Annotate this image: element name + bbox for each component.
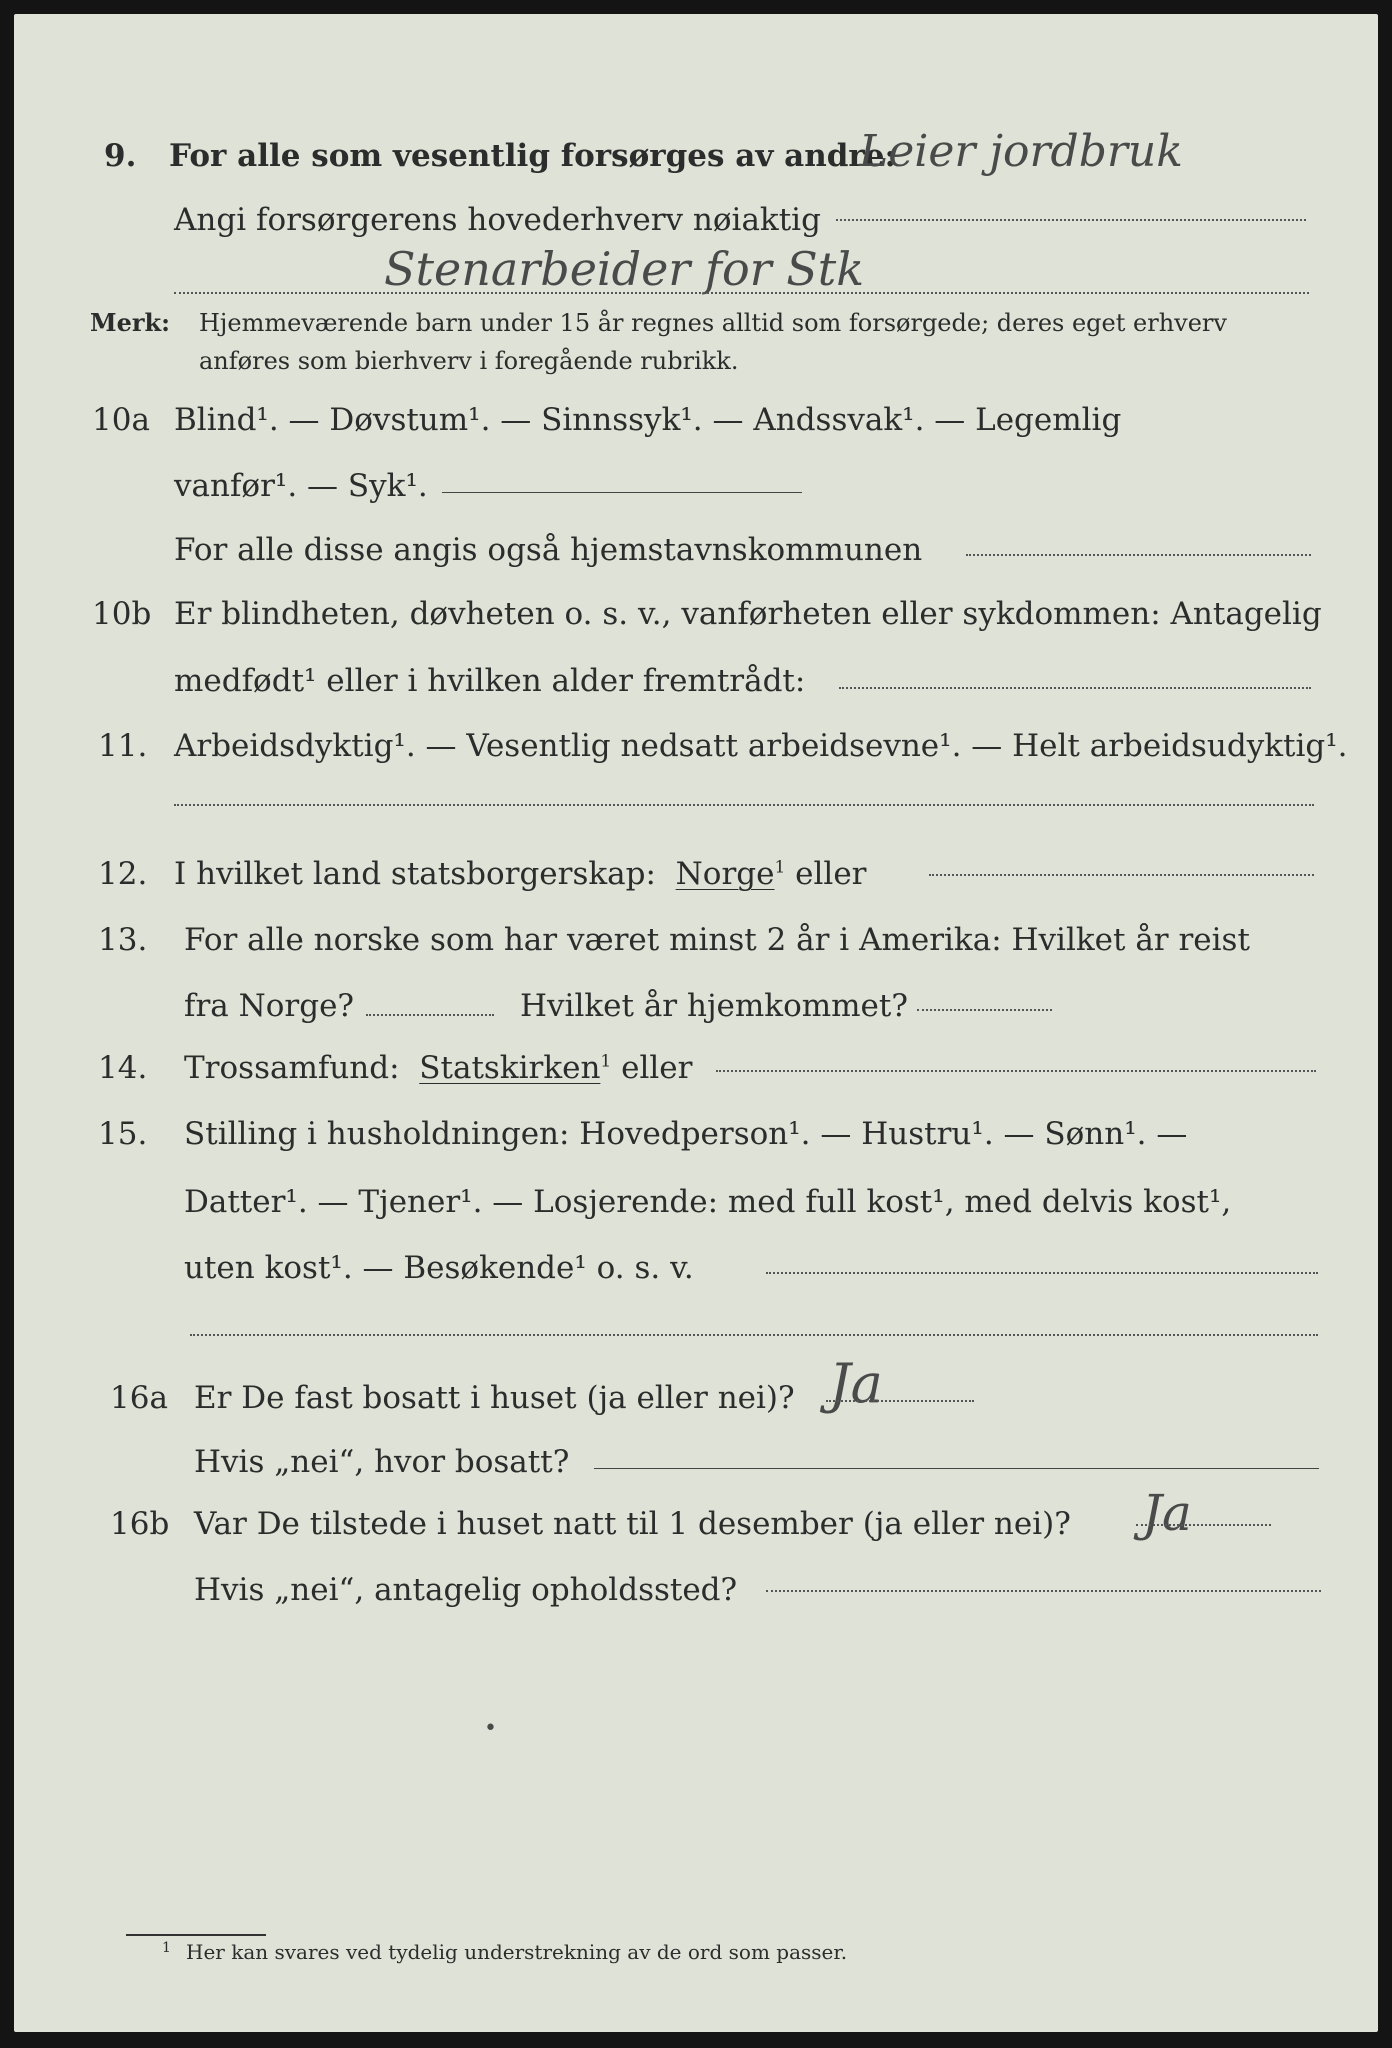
- q14-footnote-ref: 1: [600, 1051, 612, 1072]
- q14-number: 14.: [98, 1050, 148, 1086]
- q15-text-2: Datter¹. — Tjener¹. — Losjerende: med full kost¹, med delvis kost¹,: [184, 1184, 1232, 1220]
- q9-answer-line-1: [836, 219, 1306, 221]
- merk-label: Merk:: [90, 308, 170, 337]
- q11-answer-line: [174, 804, 1314, 806]
- census-form-page: [14, 14, 1378, 2032]
- q16b-answer: Ja: [1142, 1484, 1192, 1542]
- q16b-number: 16b: [110, 1506, 170, 1542]
- q16a-number: 16a: [110, 1380, 168, 1416]
- q10a-text-2: vanfør¹. — Syk¹.: [174, 468, 428, 504]
- q10a-home-line: [966, 554, 1311, 556]
- q15-number: 15.: [98, 1116, 148, 1152]
- q10a-number: 10a: [92, 402, 150, 438]
- q16b-text-1: Var De tilstede i huset natt til 1 desember (ja eller nei)?: [194, 1506, 1071, 1542]
- q13-hjemkommet-line: [917, 1009, 1052, 1011]
- q12-footnote-ref: 1: [774, 857, 786, 878]
- q9-prompt: Angi forsørgerens hovederhverv nøiaktig: [174, 202, 821, 238]
- q13-number: 13.: [98, 922, 148, 958]
- q9-number: 9.: [104, 138, 137, 174]
- q16b-answer-line: [1136, 1524, 1271, 1526]
- q10b-text-1: Er blindheten, døvheten o. s. v., vanførheten eller sykdommen: Antagelig: [174, 596, 1322, 632]
- q10a-text-1: Blind¹. — Døvstum¹. — Sinnssyk¹. — Andssvak¹. — Legemlig: [174, 402, 1122, 438]
- q12-norge: Norge: [675, 856, 775, 892]
- q16a-answer: Ja: [829, 1352, 883, 1415]
- q14-text: [184, 1048, 692, 1088]
- footnote-rule: [126, 1934, 266, 1936]
- q10b-number: 10b: [92, 596, 152, 632]
- q13-reist-line: [366, 1014, 494, 1016]
- q14-answer-line: [716, 1070, 1316, 1072]
- q14-prompt: Trossamfund:: [184, 1050, 400, 1086]
- q13-text-1: For alle norske som har været minst 2 år i Amerika: Hvilket år reist: [184, 922, 1250, 958]
- q10b-answer-line: [839, 687, 1311, 689]
- merk-text-1: Hjemmeværende barn under 15 år regnes alltid som forsørgede; deres eget erhverv: [199, 309, 1227, 337]
- q15-text-1: Stilling i husholdningen: Hovedperson¹. — Hustru¹. — Sønn¹. —: [184, 1116, 1188, 1152]
- q16b-text-2: Hvis „nei“, antagelig opholdssted?: [194, 1572, 738, 1608]
- q14-statskirken: Statskirken: [419, 1050, 601, 1086]
- q16a-bosatt-line: [594, 1468, 1319, 1469]
- q14-eller: eller: [621, 1050, 693, 1086]
- q15-text-3: uten kost¹. — Besøkende¹ o. s. v.: [184, 1250, 694, 1286]
- q12-answer-line: [929, 874, 1314, 876]
- q11-text: Arbeidsdyktig¹. — Vesentlig nedsatt arbeidsevne¹. — Helt arbeidsudyktig¹.: [174, 728, 1348, 764]
- q9-answer-1: Leier jordbruk: [859, 126, 1183, 177]
- q13-right-prompt: Hvilket år hjemkommet?: [520, 988, 908, 1024]
- q12-number: 12.: [98, 856, 148, 892]
- q11-number: 11.: [98, 728, 148, 764]
- q9-heading: For alle som vesentlig forsørges av andre:: [169, 138, 896, 174]
- footnote-text: Her kan svares ved tydelig understrekning av de ord som passer.: [186, 1940, 848, 1964]
- q10a-text-3: For alle disse angis også hjemstavnskommunen: [174, 532, 923, 568]
- merk-text-2: anføres som bierhverv i foregående rubrikk.: [199, 347, 739, 375]
- q16a-answer-line: [826, 1400, 974, 1402]
- q12-eller: eller: [795, 856, 867, 892]
- pencil-dot: •: [484, 1716, 497, 1741]
- q9-answer-line-2: [174, 292, 1309, 294]
- footnote-mark: 1: [162, 1940, 171, 1956]
- q12-text: [174, 854, 867, 894]
- q16a-text-1: Er De fast bosatt i huset (ja eller nei)?: [194, 1380, 795, 1416]
- q10b-text-2: medfødt¹ eller i hvilken alder fremtrådt:: [174, 663, 806, 699]
- q15-answer-line-2: [190, 1334, 1318, 1336]
- q13-left-prompt: fra Norge?: [184, 988, 355, 1024]
- q10a-answer-line: [442, 492, 802, 493]
- q16a-text-2: Hvis „nei“, hvor bosatt?: [194, 1444, 570, 1480]
- q9-answer-2: Stenarbeider for Stk: [384, 242, 865, 296]
- q15-answer-line-1: [766, 1272, 1318, 1274]
- q16b-opholdssted-line: [766, 1590, 1321, 1592]
- q12-prompt: I hvilket land statsborgerskap:: [174, 856, 656, 892]
